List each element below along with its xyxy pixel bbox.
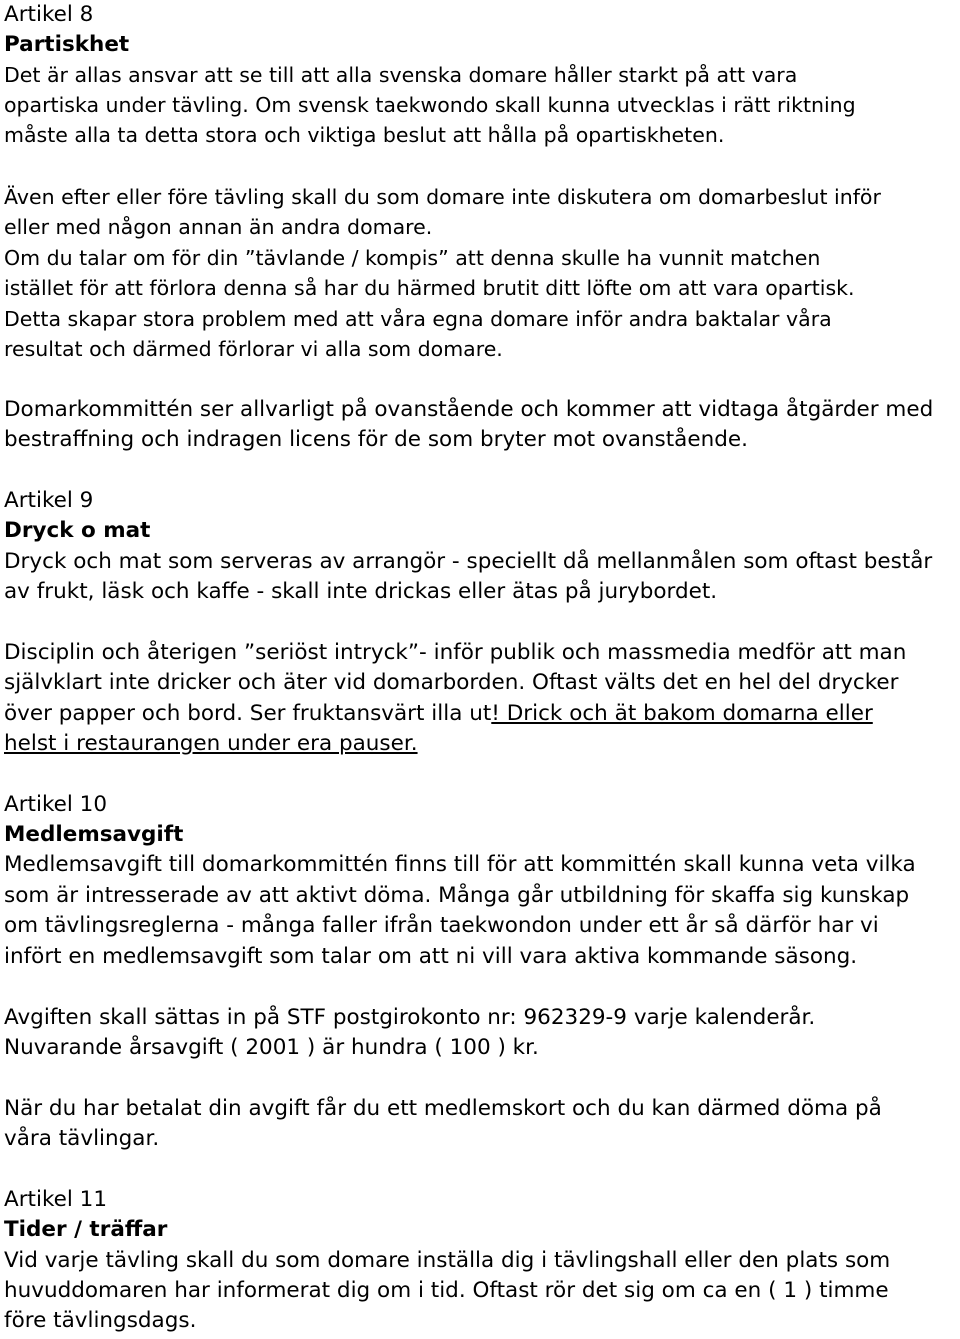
article-title: Medlemsavgift (4, 822, 184, 847)
article-title: Tider / träffar (4, 1217, 168, 1242)
paragraph-line: Vid varje tävling skall du som domare inställa dig i tävlingshall eller den plats som (4, 1248, 891, 1273)
paragraph-line: våra tävlingar. (4, 1126, 160, 1151)
underlined-text: ! Drick och ät bakom domarna eller (491, 701, 873, 726)
paragraph-line: huvuddomaren har informerat dig om i tid. Oftast rör det sig om ca en ( 1 ) timme (4, 1278, 889, 1303)
paragraph-line: Avgiften skall sättas in på STF postgirokonto nr: 962329-9 varje kalenderår. (4, 1005, 816, 1030)
paragraph-line: infört en medlemsavgift som talar om att ni vill vara aktiva kommande säsong. (4, 944, 858, 969)
paragraph-line: före tävlingsdags. (4, 1308, 197, 1333)
paragraph-line: Det är allas ansvar att se till att alla svenska domare håller starkt på att vara (4, 63, 798, 87)
article-title: Dryck o mat (4, 518, 151, 543)
article-heading: Artikel 10 (4, 792, 108, 817)
paragraph-line: När du har betalat din avgift får du ett medlemskort och du kan därmed döma på (4, 1096, 882, 1121)
paragraph-text: över papper och bord. Ser fruktansvärt illa ut (4, 701, 492, 726)
paragraph-line: istället för att förlora denna så har du härmed brutit ditt löfte om att vara opartisk. (4, 276, 855, 300)
underlined-text: helst i restaurangen under era pauser. (4, 731, 418, 756)
paragraph-line: som är intresserade av att aktivt döma. Många går utbildning för skaffa sig kunskap (4, 883, 910, 908)
paragraph-line: Detta skapar stora problem med att våra egna domare inför andra baktalar våra (4, 307, 832, 331)
paragraph-line: Om du talar om för din ”tävlande / kompis” att denna skulle ha vunnit matchen (4, 246, 821, 270)
paragraph-line: av frukt, läsk och kaffe - skall inte drickas eller ätas på jurybordet. (4, 579, 718, 604)
paragraph-line: eller med någon annan än andra domare. (4, 215, 433, 239)
article-heading: Artikel 9 (4, 488, 94, 513)
paragraph-line: opartiska under tävling. Om svensk taekwondo skall kunna utvecklas i rätt riktning (4, 93, 856, 117)
paragraph-line: Även efter eller före tävling skall du som domare inte diskutera om domarbeslut inför (4, 185, 881, 209)
paragraph-line: Disciplin och återigen ”seriöst intryck”- inför publik och massmedia medför att man (4, 640, 907, 665)
article-title: Partiskhet (4, 32, 130, 57)
paragraph-line (4, 699, 873, 729)
paragraph-line: Medlemsavgift till domarkommittén finns till för att kommittén skall kunna veta vilka (4, 852, 916, 877)
paragraph-line: Nuvarande årsavgift ( 2001 ) är hundra ( 100 ) kr. (4, 1035, 539, 1060)
paragraph-line: självklart inte dricker och äter vid domarborden. Oftast välts det en hel del drycker (4, 670, 899, 695)
article-heading: Artikel 8 (4, 2, 94, 27)
paragraph-line: resultat och därmed förlorar vi alla som domare. (4, 337, 503, 361)
paragraph-line: bestraffning och indragen licens för de som bryter mot ovanstående. (4, 427, 748, 452)
paragraph-line: måste alla ta detta stora och viktiga beslut att hålla på opartiskheten. (4, 123, 725, 147)
article-heading: Artikel 11 (4, 1187, 108, 1212)
paragraph-line: Domarkommittén ser allvarligt på ovanstående och kommer att vidtaga åtgärder med (4, 397, 934, 422)
paragraph-line: om tävlingsreglerna - många faller ifrån taekwondon under ett år så därför har vi (4, 913, 879, 938)
paragraph-line: Dryck och mat som serveras av arrangör - speciellt då mellanmålen som oftast består (4, 549, 933, 574)
